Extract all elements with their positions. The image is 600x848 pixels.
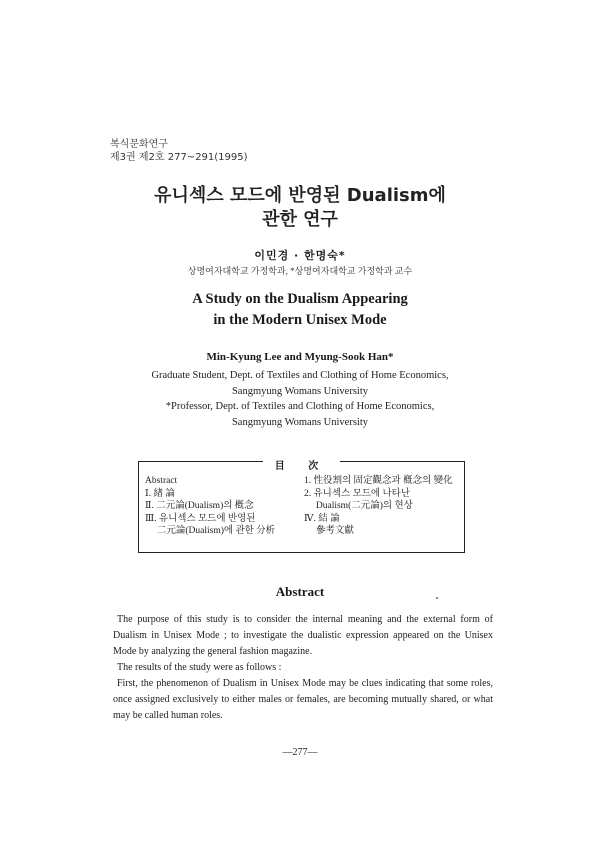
- toc-item: Dualism(二元論)의 현상: [304, 501, 413, 511]
- toc-item: 2. 유니섹스 모드에 나타난: [304, 488, 411, 499]
- page-number: —277—: [282, 747, 318, 758]
- abstract-body: [113, 612, 493, 724]
- affiliation-line: Graduate Student, Dept. of Textiles and Clothing of Home Economics,: [151, 370, 449, 381]
- affiliation-line: Sangmyung Womans University: [231, 416, 369, 428]
- affiliation-line: *Professor, Dept. of Textiles and Clothing of Home Economics,: [165, 401, 435, 412]
- korean-title-line2: 관한 연구: [262, 209, 338, 230]
- toc-title: 目 次: [263, 461, 340, 472]
- korean-authors: 이민경 · 한명숙*: [254, 249, 346, 262]
- journal-issue: 제3권 제2호 277~291(1995): [110, 152, 248, 163]
- english-title-line2: in the Modern Unisex Mode: [213, 312, 387, 328]
- abstract-paragraph: The purpose of this study is to consider the internal meaning and the external form of Dualism in Unisex Mode ; to investigate the dualistic expression appeared on the Unisex Mode by analyzing the general fashion magazine.: [113, 614, 493, 657]
- toc-title-wrap: [139, 454, 464, 473]
- toc-item: 1. 性役割의 固定觀念과 槪念의 變化: [304, 476, 453, 486]
- table-of-contents: [138, 461, 465, 553]
- toc-item: Ⅰ. 緖 論: [145, 488, 175, 499]
- english-title-line1: A Study on the Dualism Appearing: [192, 291, 408, 307]
- toc-item: Ⅳ. 結 論: [304, 513, 340, 524]
- korean-title-line1: 유니섹스 모드에 반영된 Dualism에: [154, 185, 446, 206]
- korean-affiliation: 상명여자대학교 가정학과, *상명여자대학교 가정학과 교수: [187, 266, 413, 276]
- abstract-heading: Abstract: [275, 584, 325, 599]
- toc-item: 參考文獻: [304, 526, 354, 536]
- english-affiliation: [0, 368, 600, 430]
- english-authors: Min-Kyung Lee and Myung-Sook Han*: [206, 351, 394, 363]
- abstract-paragraph: The results of the study were as follows :: [117, 662, 282, 673]
- toc-item: Ⅲ. 유니섹스 모드에 반영된: [145, 513, 256, 524]
- journal-info: [110, 138, 248, 164]
- toc-item: Abstract: [145, 476, 178, 486]
- toc-left-column: [145, 475, 275, 538]
- scan-speck: [436, 597, 438, 599]
- toc-item: 二元論(Dualism)에 관한 分析: [145, 526, 276, 536]
- toc-item: Ⅱ. 二元論(Dualism)의 槪念: [145, 501, 254, 511]
- korean-title: [0, 184, 600, 232]
- journal-name: 복식문화연구: [110, 139, 168, 150]
- abstract-paragraph: First, the phenomenon of Dualism in Unisex Mode may be clues indicating that some roles, once assigned exclusively to either males or females, are becoming mutually shared, or what may be called human roles.: [113, 678, 493, 721]
- affiliation-line: Sangmyung Womans University: [231, 385, 369, 397]
- toc-right-column: [304, 475, 453, 538]
- english-title: [0, 289, 600, 331]
